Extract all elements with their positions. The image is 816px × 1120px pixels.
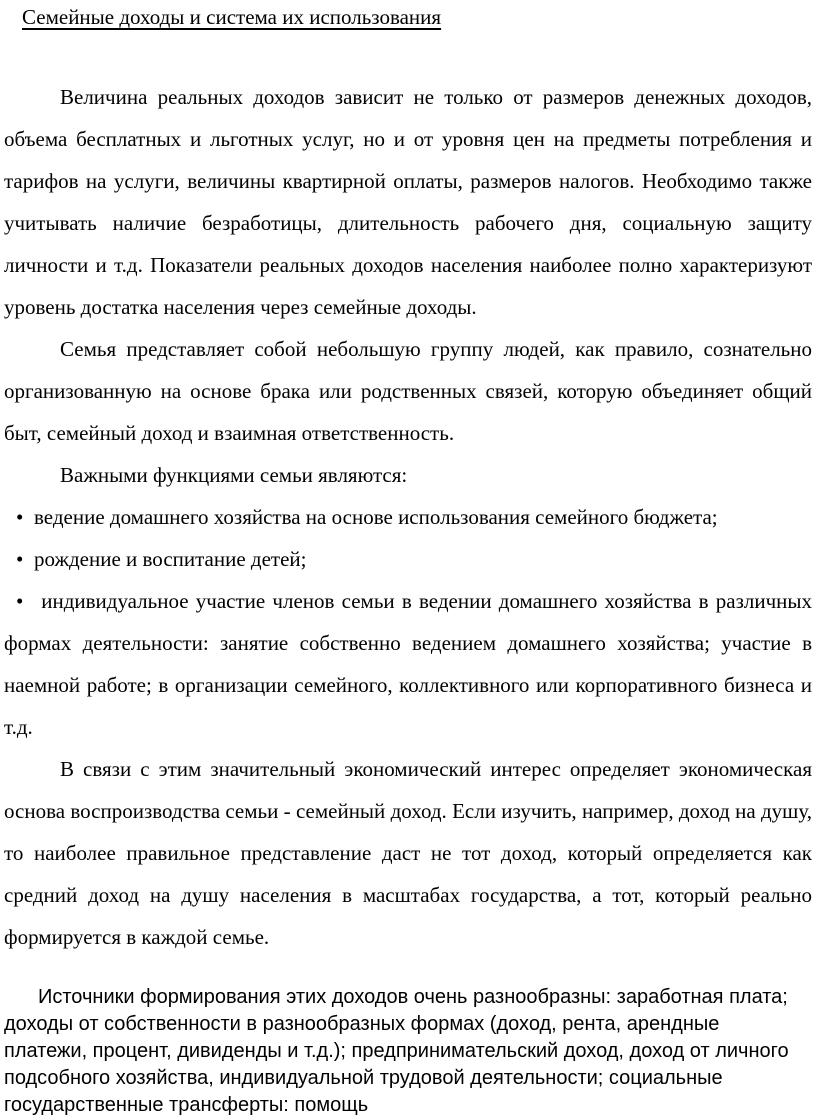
- document-title: Семейные доходы и система их использования: [22, 5, 442, 29]
- list-item-text: ведение домашнего хозяйства на основе использования семейного бюджета;: [34, 505, 718, 529]
- functions-heading: Важными функциями семьи являются:: [60, 463, 408, 487]
- paragraph-real-income: Величина реальных доходов зависит не только от размеров денежных доходов, объема бесплатных и льготных услуг, но и от уровня цен на предметы потребления и тарифов на услуги, величины квартирной оплаты, размеров налогов. Необходимо также учитывать наличие безработицы, длительность рабочего дня, социальную защиту личности и т.д. Показатели реальных доходов населения наиболее полно характеризуют уровень достатка населения через семейные доходы.: [4, 85, 812, 319]
- paragraph-economic-interest: В связи с этим значительный экономический интерес определяет экономическая основа воспроизводства семьи - семейный доход. Если изучить, например, доход на душу, то наиболее правильное представление даст не тот доход, который определяется как средний доход на душу населения в масштабах государства, а тот, который реально формируется в каждой семье.: [4, 757, 812, 949]
- paragraph-family-definition: Семья представляет собой небольшую группу людей, как правило, сознательно организованную на основе брака или родственных связей, которую объединяет общий быт, семейный доход и взаимная ответственность.: [4, 337, 812, 445]
- bullet-icon: •: [16, 589, 24, 613]
- list-item: [4, 538, 812, 580]
- list-item-text: рождение и воспитание детей;: [34, 547, 307, 571]
- list-item: [4, 580, 812, 748]
- list-item-text: индивидуальное участие членов семьи в ведении домашнего хозяйства в различных формах деятельности: занятие собственно ведением домашнего хозяйства; участие в наемной работе; в организации семейного, коллективного или корпоративного бизнеса и т.д.: [4, 589, 812, 739]
- paragraph-income-sources: Источники формирования этих доходов очень разнообразны: заработная плата; доходы от собственности в разнообразных формах (доход, рента, арендные платежи, процент, дивиденды и т.д.); предпринимательский доход, доход от личного подсобного хозяйства, индивидуальной трудовой деятельности; социальные государственные трансферты: помощь: [4, 986, 789, 1116]
- list-item: [4, 496, 812, 538]
- family-functions-list: [4, 496, 812, 748]
- bullet-icon: •: [16, 505, 24, 529]
- document-body: [4, 76, 812, 958]
- bullet-icon: •: [16, 547, 24, 571]
